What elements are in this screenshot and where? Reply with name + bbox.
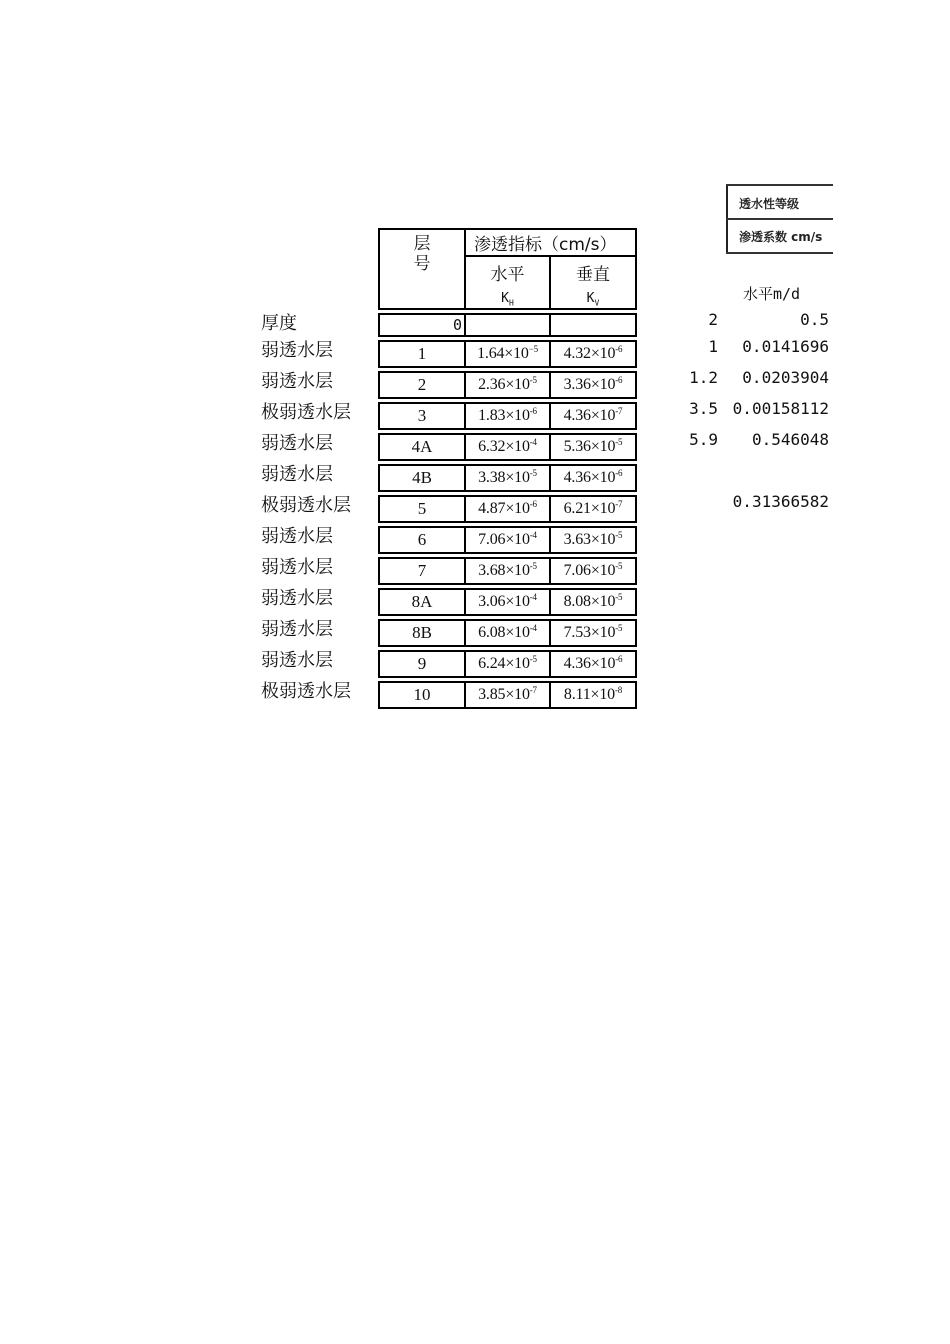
layer-number-header xyxy=(379,229,465,309)
kh-value: $3.06\times 10^{-4}$ xyxy=(465,589,550,615)
kv-value: $4.36\times 10^{-6}$ xyxy=(550,465,636,491)
thickness-side-value: 5.9 xyxy=(689,430,718,449)
row-label: 弱透水层 xyxy=(261,650,333,671)
kv-value: $6.21\times 10^{-7}$ xyxy=(550,496,636,522)
thickness-value: 0 xyxy=(379,314,465,336)
kv-letter: K xyxy=(586,291,595,306)
kh-value: $6.08\times 10^{-4}$ xyxy=(465,620,550,646)
kv-value: $8.11\times 10^{-8}$ xyxy=(550,682,636,708)
table-row xyxy=(379,434,636,460)
table-row xyxy=(379,403,636,429)
table-row xyxy=(379,527,636,553)
m-per-day-value: 0.0203904 xyxy=(742,368,829,387)
permeability-index-header: 渗透指标（cm/s） xyxy=(465,229,636,256)
row-label: 弱透水层 xyxy=(261,588,333,609)
row-label: 极弱透水层 xyxy=(261,681,351,702)
layer-number: 5 xyxy=(379,496,465,522)
kh-value: $1.83\times 10^{-6}$ xyxy=(465,403,550,429)
right-column-header: 水平m/d xyxy=(743,285,801,303)
kv-value: $3.36\times 10^{-6}$ xyxy=(550,372,636,398)
layer-number: 3 xyxy=(379,403,465,429)
table-row xyxy=(379,496,636,522)
layer-number: 9 xyxy=(379,651,465,677)
row-label: 弱透水层 xyxy=(261,619,333,640)
table-row xyxy=(379,372,636,398)
table-row xyxy=(379,589,636,615)
kv-value: $5.36\times 10^{-5}$ xyxy=(550,434,636,460)
kh-value: $1.64\times 10^{-5}$ xyxy=(465,341,550,367)
kh-value: $7.06\times 10^{-4}$ xyxy=(465,527,550,553)
row-label: 弱透水层 xyxy=(261,557,333,578)
table-row xyxy=(379,558,636,584)
table-row xyxy=(379,682,636,708)
empty-cell xyxy=(465,314,550,336)
reference-table-rule xyxy=(726,184,833,186)
vertical-label: 垂直 xyxy=(576,265,610,285)
kv-value: $3.63\times 10^{-5}$ xyxy=(550,527,636,553)
kh-value: $3.85\times 10^{-7}$ xyxy=(465,682,550,708)
table-row xyxy=(379,651,636,677)
layer-number: 4B xyxy=(379,465,465,491)
vertical-header xyxy=(550,256,636,309)
permeability-coefficient-label: 渗透系数 cm/s xyxy=(739,230,823,244)
kh-subscript: H xyxy=(509,298,514,308)
horizontal-header xyxy=(465,256,550,309)
layer-number: 7 xyxy=(379,558,465,584)
layer-number: 6 xyxy=(379,527,465,553)
extra-m-per-day-value: 0.31366582 xyxy=(732,492,829,511)
kh-value: $3.68\times 10^{-5}$ xyxy=(465,558,550,584)
row-label: 弱透水层 xyxy=(261,464,333,485)
m-per-day-value: 0.0141696 xyxy=(742,337,829,356)
reference-table-rule xyxy=(726,252,833,254)
table-row xyxy=(379,465,636,491)
kh-value: $3.38\times 10^{-5}$ xyxy=(465,465,550,491)
layer-number: 8B xyxy=(379,620,465,646)
reference-table-rule xyxy=(726,218,833,220)
kv-subscript: V xyxy=(594,298,600,308)
kh-symbol xyxy=(466,291,549,308)
kh-value: $6.32\times 10^{-4}$ xyxy=(465,434,550,460)
row-label: 极弱透水层 xyxy=(261,402,351,423)
row-label: 弱透水层 xyxy=(261,371,333,392)
layer-number-header-line2: 号 xyxy=(413,254,431,274)
kv-value: $4.36\times 10^{-7}$ xyxy=(550,403,636,429)
kv-value: $7.53\times 10^{-5}$ xyxy=(550,620,636,646)
table-row xyxy=(379,620,636,646)
kv-value: $8.08\times 10^{-5}$ xyxy=(550,589,636,615)
row-label: 弱透水层 xyxy=(261,526,333,547)
table-row xyxy=(379,341,636,367)
kv-symbol xyxy=(551,291,635,308)
permeability-grade-label: 透水性等级 xyxy=(739,197,800,211)
kv-value: $7.06\times 10^{-5}$ xyxy=(550,558,636,584)
empty-cell xyxy=(550,314,636,336)
row-label: 弱透水层 xyxy=(261,433,333,454)
layer-number: 1 xyxy=(379,341,465,367)
kh-value: $6.24\times 10^{-5}$ xyxy=(465,651,550,677)
thickness-side-value: 1 xyxy=(708,337,718,356)
horizontal-label: 水平 xyxy=(490,265,525,285)
m-per-day-value: 0.5 xyxy=(800,310,829,329)
layer-number: 8A xyxy=(379,589,465,615)
thickness-label: 厚度 xyxy=(261,313,297,334)
m-per-day-value: 0.546048 xyxy=(751,430,829,449)
thickness-row xyxy=(379,314,636,336)
kh-value: $4.87\times 10^{-6}$ xyxy=(465,496,550,522)
row-label: 弱透水层 xyxy=(261,340,333,361)
layer-number: 10 xyxy=(379,682,465,708)
kv-value: $4.36\times 10^{-6}$ xyxy=(550,651,636,677)
layer-number: 2 xyxy=(379,372,465,398)
thickness-side-value: 3.5 xyxy=(689,399,718,418)
m-per-day-value: 0.00158112 xyxy=(732,399,829,418)
row-label: 极弱透水层 xyxy=(261,495,351,516)
thickness-side-value: 1.2 xyxy=(689,368,718,387)
layer-number-header-line1: 层 xyxy=(413,234,431,254)
thickness-side-value: 2 xyxy=(708,310,718,329)
permeability-table xyxy=(378,228,637,709)
reference-table-crop xyxy=(725,184,833,254)
kh-letter: K xyxy=(501,291,509,306)
layer-number: 4A xyxy=(379,434,465,460)
kh-value: $2.36\times 10^{-5}$ xyxy=(465,372,550,398)
kv-value: $4.32\times 10^{-6}$ xyxy=(550,341,636,367)
